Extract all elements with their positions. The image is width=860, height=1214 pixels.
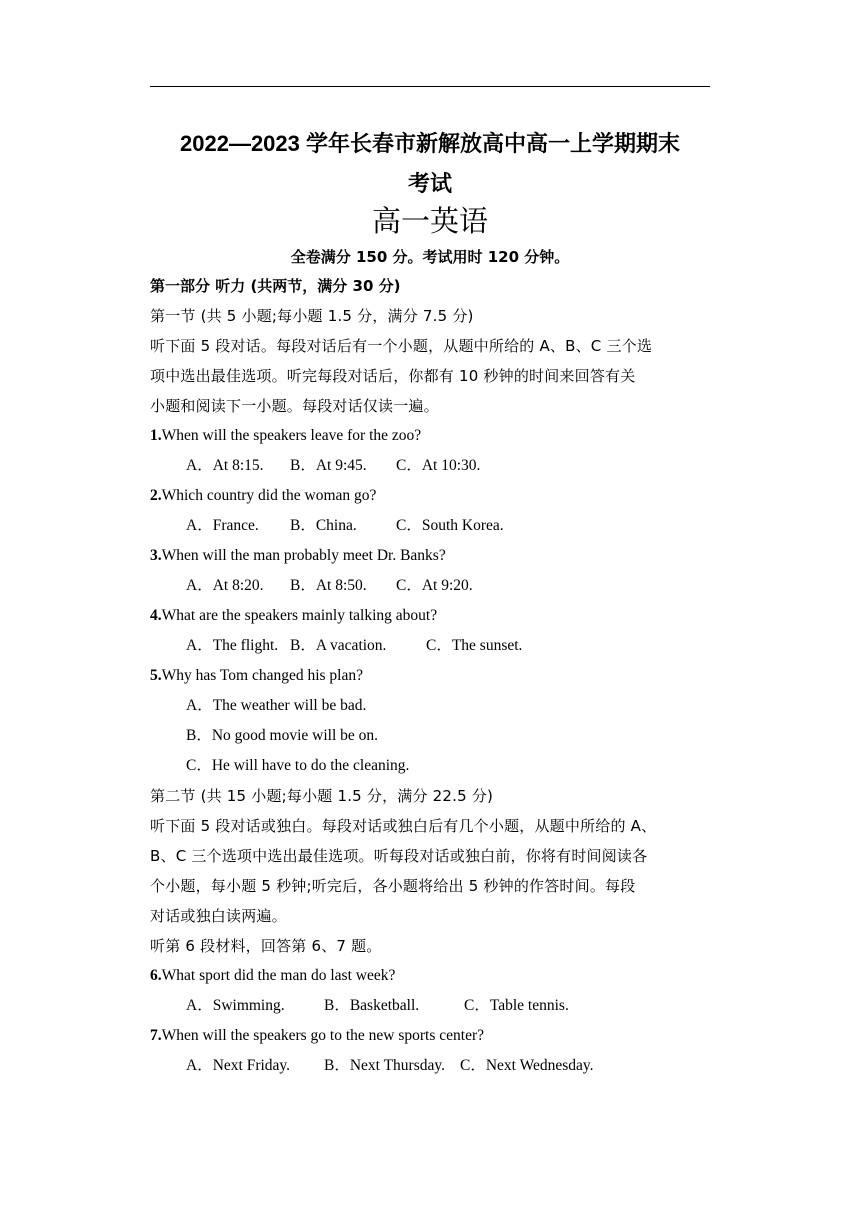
question-number: 6. (150, 967, 162, 984)
option-b: B．China. (290, 517, 357, 534)
option-c: C．Table tennis. (464, 997, 569, 1014)
question-1-options (186, 451, 756, 481)
option-c: C．At 9:20. (396, 577, 473, 594)
exam-title-line2: 考试 (407, 171, 452, 196)
question-number: 2. (150, 487, 162, 504)
section1-heading: 第一节 (共 5 小题;每小题 1.5 分，满分 7.5 分) (150, 307, 474, 325)
question-number: 3. (150, 547, 162, 564)
section2-instruction-line: 个小题，每小题 5 秒钟;听完后，各小题将给出 5 秒钟的作答时间。每段 (150, 877, 636, 895)
section2-instruction-line: 听下面 5 段对话或独白。每段对话或独白后有几个小题，从题中所给的 A、 (150, 817, 657, 835)
exam-title-line1: 2022—2023 学年长春市新解放高中高一上学期期末 (180, 131, 680, 156)
question-4 (150, 601, 720, 631)
section2-instruction-line: B、C 三个选项中选出最佳选项。听每段对话或独白前，你将有时间阅读各 (150, 847, 648, 865)
option-a: A．France. (186, 517, 259, 534)
question-text: Which country did the woman go? (161, 487, 377, 504)
option-c: C．At 10:30. (396, 457, 481, 474)
option-c: C．South Korea. (396, 517, 504, 534)
subject-title: 高一英语 (371, 204, 488, 238)
option-a: A．The weather will be bad. (186, 697, 367, 714)
question-number: 5. (150, 667, 162, 684)
section1-instruction-line: 项中选出最佳选项。听完每段对话后，你都有 10 秒钟的时间来回答有关 (150, 367, 636, 385)
question-1 (150, 421, 720, 451)
option-b: B．At 8:50. (290, 577, 367, 594)
question-6-options (186, 991, 756, 1021)
question-text: What sport did the man do last week? (161, 967, 396, 984)
option-a: A．At 8:20. (186, 577, 264, 594)
option-b: B．At 9:45. (290, 457, 367, 474)
option-b: B．No good movie will be on. (186, 727, 379, 744)
question-text: When will the speakers go to the new sports center? (161, 1027, 485, 1044)
question-2-options (186, 511, 756, 541)
section1-instruction-line: 小题和阅读下一小题。每段对话仅读一遍。 (150, 397, 439, 415)
option-a: A．Swimming. (186, 997, 285, 1014)
material-6-heading: 听第 6 段材料，回答第 6、7 题。 (150, 937, 382, 955)
option-c: C．The sunset. (426, 637, 523, 654)
part1-heading: 第一部分 听力 (共两节，满分 30 分) (150, 277, 401, 295)
question-6 (150, 961, 720, 991)
question-5 (150, 661, 720, 691)
option-c: C．He will have to do the cleaning. (186, 757, 410, 774)
question-text: What are the speakers mainly talking about? (161, 607, 438, 624)
question-number: 7. (150, 1027, 162, 1044)
option-a: A．The flight. (186, 637, 279, 654)
question-text: When will the speakers leave for the zoo? (161, 427, 422, 444)
question-text: Why has Tom changed his plan? (161, 667, 363, 684)
section2-heading: 第二节 (共 15 小题;每小题 1.5 分，满分 22.5 分) (150, 787, 494, 805)
question-3 (150, 541, 720, 571)
question-2 (150, 481, 720, 511)
option-b: B．Next Thursday. (324, 1057, 445, 1074)
header-rule (150, 86, 710, 87)
question-3-options (186, 571, 756, 601)
question-7 (150, 1021, 720, 1051)
section1-instruction-line: 听下面 5 段对话。每段对话后有一个小题，从题中所给的 A、B、C 三个选 (150, 337, 653, 355)
option-b: B．A vacation. (290, 637, 387, 654)
option-c: C．Next Wednesday. (460, 1057, 594, 1074)
question-7-options (186, 1051, 756, 1081)
question-4-options (186, 631, 756, 661)
option-a: A．Next Friday. (186, 1057, 291, 1074)
option-a: A．At 8:15. (186, 457, 264, 474)
question-number: 4. (150, 607, 162, 624)
question-number: 1. (150, 427, 162, 444)
option-b: B．Basketball. (324, 997, 420, 1014)
section2-instruction-line: 对话或独白读两遍。 (150, 907, 287, 925)
question-text: When will the man probably meet Dr. Banks? (161, 547, 446, 564)
score-time-note: 全卷满分 150 分。考试用时 120 分钟。 (290, 248, 570, 266)
